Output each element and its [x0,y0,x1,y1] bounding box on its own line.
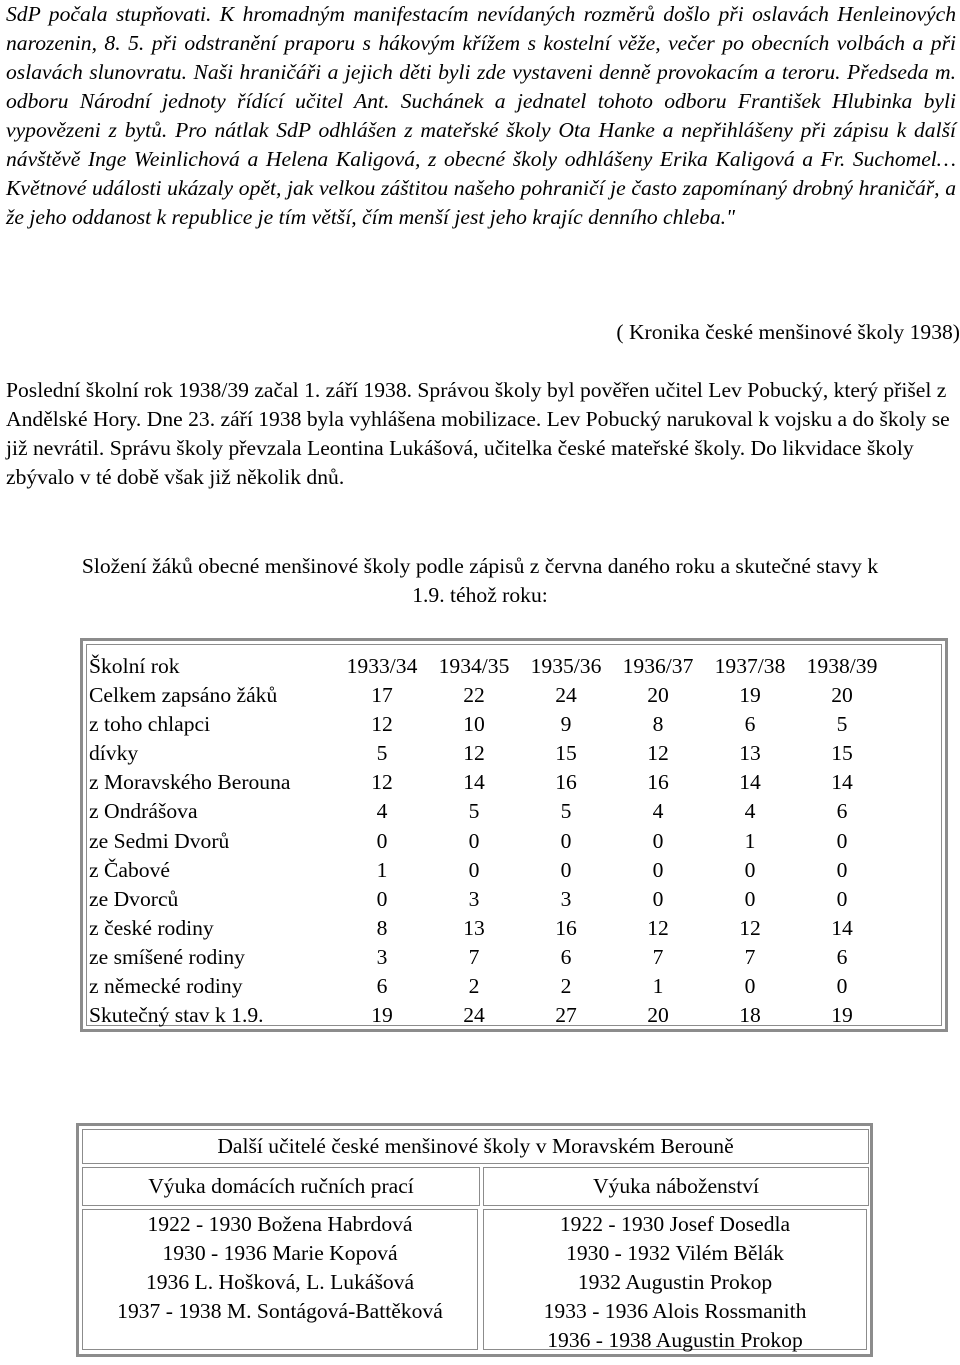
table-cell: 0 [836,974,848,999]
row-label: z Moravského Berouna [89,770,291,795]
table-cell: 1 [652,974,664,999]
table-cell: 18 [739,1003,761,1028]
table-cell: 3 [560,886,572,911]
religion-teacher-row: 1936 - 1938 Augustin Prokop [547,1328,803,1352]
table-caption [0,552,960,610]
table-cell: 19 [371,1003,393,1028]
table-cell: 5 [376,741,388,766]
chronicle-quote: SdP počala stupňovati. K hromadným manifestacím nevídaných rozměrů došlo při oslavách Henleinových narozenin, 8. 5. při odstranění praporu s hákovým křížem s kostelní věže, večer po obecních volbách a při oslavách slunovratu. Naši hraničáři a jejich děti byli zde vystaveni denně provokacím a teroru. Předseda m. odboru Národní jednoty řídící učitel Ant. Suchánek a jednatel tohoto odboru František Hlubinka byli vypovězeni z bytů. Pro nátlak SdP odhlášen z mateřské školy Ota Hanke a nepřihlášeny při zápisu k další návštěvě Inge Weinlichová a Helena Kaligová, z obecné školy odhlášeny Erika Kaligová a Fr. Suchomel… Květnové události ukázaly opět, jak velkou záštitou našeho pohraničí je často zapomínaný drobný hraničář, a že jeho oddanost k republice je tím větší, čím menší jest jeho krajíc denního chleba." [6,2,956,229]
table-cell: 1934/35 [438,654,510,678]
table-row [87,885,941,914]
table-cell: 1933/34 [346,654,418,678]
table-cell: 8 [376,915,388,940]
table-cell: 0 [652,886,664,911]
table-cell: 4 [744,799,756,824]
table-cell: 1935/36 [530,654,602,678]
table-cell: 2 [468,974,480,999]
table-cell: 0 [744,886,756,911]
table-row [87,972,941,1001]
table-cell: 16 [555,915,577,940]
row-label: z německé rodiny [89,974,243,999]
handcraft-teacher-row: 1937 - 1938 M. Sontágová-Battěková [117,1299,443,1323]
table-row [87,797,941,826]
caption-line-1: Složení žáků obecné menšinové školy podle zápisů z června daného roku a skutečné stavy k [81,554,879,578]
table-cell: 20 [831,683,853,708]
table-row [87,827,941,856]
table-cell: 0 [376,886,388,911]
row-label: z české rodiny [89,915,214,940]
table-cell: 0 [560,828,572,853]
table-cell: 6 [560,944,572,969]
handcraft-teacher-row: 1922 - 1930 Božena Habrdová [147,1212,413,1236]
table-cell: 13 [463,915,485,940]
table-cell: 20 [647,683,669,708]
table-cell: 20 [647,1003,669,1028]
table-cell: 13 [739,741,761,766]
table-cell: 6 [836,944,848,969]
table-cell: 3 [468,886,480,911]
table-cell: 14 [739,770,761,795]
handcraft-header: Výuka domácích ručních prací [82,1167,480,1206]
table-cell: 2 [560,974,572,999]
enrollment-table [80,638,948,1032]
enrollment-table-frame [86,644,942,1026]
table-cell: 6 [744,712,756,737]
table-cell: 16 [647,770,669,795]
table-row [87,768,941,797]
table-cell: 10 [463,712,485,737]
table-cell: 5 [560,799,572,824]
table-cell: 12 [371,770,393,795]
row-label: Školní rok [89,654,180,678]
table-cell: 22 [463,683,485,708]
table-cell: 14 [831,915,853,940]
teachers-table-title: Další učitelé české menšinové školy v Moravském Berouně [82,1129,869,1164]
row-label: z toho chlapci [89,712,211,737]
table-cell: 0 [744,974,756,999]
table-cell: 1 [376,857,388,882]
row-label: dívky [89,741,139,766]
table-cell: 14 [463,770,485,795]
table-cell: 9 [560,712,572,737]
table-cell: 14 [831,770,853,795]
table-cell: 1937/38 [714,654,786,678]
table-cell: 1938/39 [806,654,878,678]
table-cell: 17 [371,683,393,708]
table-cell: 19 [831,1003,853,1028]
table-cell: 0 [652,828,664,853]
row-label: ze smíšené rodiny [89,944,245,969]
table-cell: 12 [647,915,669,940]
row-label: Celkem zapsáno žáků [89,683,278,708]
table-cell: 15 [831,741,853,766]
table-cell: 5 [836,712,848,737]
table-cell: 0 [652,857,664,882]
table-row [87,1001,941,1030]
handcraft-teacher-row: 1936 L. Hošková, L. Lukášová [145,1270,415,1294]
table-cell: 24 [555,683,577,708]
table-row [87,914,941,943]
row-label: Skutečný stav k 1.9. [89,1003,264,1028]
table-cell: 1 [744,828,756,853]
table-cell: 7 [468,944,480,969]
table-row [87,943,941,972]
table-row [87,856,941,885]
caption-line-2: 1.9. téhož roku: [412,583,548,607]
table-cell: 7 [744,944,756,969]
table-cell: 16 [555,770,577,795]
table-cell: 0 [836,857,848,882]
table-cell: 7 [652,944,664,969]
table-cell: 8 [652,712,664,737]
table-cell: 0 [560,857,572,882]
handcraft-teacher-row: 1930 - 1936 Marie Kopová [162,1241,398,1265]
table-row [87,739,941,768]
table-cell: 12 [739,915,761,940]
school-year-paragraph: Poslední školní rok 1938/39 začal 1. září 1938. Správou školy byl pověřen učitel Lev Pobucký, který přišel z Andělské Hory. Dne 23. září 1938 byla vyhlášena mobilizace. Lev Pobucký narukoval k vojsku a do školy se již nevrátil. Správu školy převzala Leontina Lukášová, učitelka české mateřské školy. Do likvidace školy zbývalo v té době však již několik dnů. [6,378,950,489]
table-cell: 24 [463,1003,485,1028]
handcraft-teachers [82,1209,478,1350]
table-cell: 6 [376,974,388,999]
table-cell: 12 [371,712,393,737]
religion-teacher-row: 1933 - 1936 Alois Rossmanith [543,1299,807,1323]
table-cell: 4 [652,799,664,824]
quote-source: ( Kronika české menšinové školy 1938) [616,320,960,344]
table-row [87,652,941,681]
table-cell: 12 [463,741,485,766]
table-cell: 15 [555,741,577,766]
table-cell: 27 [555,1003,577,1028]
table-cell: 4 [376,799,388,824]
religion-teacher-row: 1922 - 1930 Josef Dosedla [559,1212,791,1236]
table-cell: 3 [376,944,388,969]
table-cell: 19 [739,683,761,708]
religion-header: Výuka náboženství [483,1167,869,1206]
table-cell: 0 [744,857,756,882]
religion-teacher-row: 1930 - 1932 Vilém Bělák [566,1241,784,1265]
table-row [87,681,941,710]
table-cell: 0 [836,828,848,853]
religion-teacher-row: 1932 Augustin Prokop [577,1270,773,1294]
table-cell: 12 [647,741,669,766]
table-cell: 5 [468,799,480,824]
religion-teachers [483,1209,867,1350]
table-row [87,710,941,739]
row-label: z Čabové [89,857,170,882]
table-cell: 0 [468,857,480,882]
row-label: ze Dvorců [89,886,179,911]
teachers-table [76,1123,873,1357]
table-cell: 1936/37 [622,654,694,678]
row-label: ze Sedmi Dvorů [89,828,230,853]
enrollment-table-body [87,652,941,1030]
table-cell: 0 [836,886,848,911]
table-cell: 0 [468,828,480,853]
table-cell: 0 [376,828,388,853]
row-label: z Ondrášova [89,799,198,824]
table-cell: 6 [836,799,848,824]
